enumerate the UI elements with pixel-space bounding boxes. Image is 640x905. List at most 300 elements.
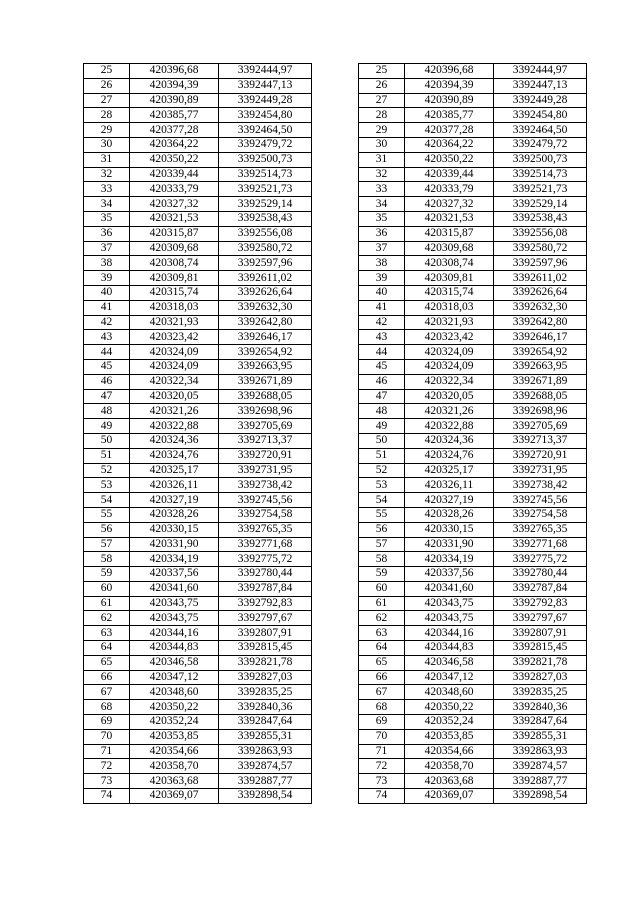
table-row: [359, 433, 587, 448]
point-number-cell: 67: [84, 685, 130, 700]
point-number-cell: 52: [84, 463, 130, 478]
y-coordinate-cell: 3392521,73: [494, 182, 587, 197]
x-coordinate-cell: 420363,68: [405, 774, 494, 789]
x-coordinate-cell: 420328,26: [405, 507, 494, 522]
point-number-cell: 60: [84, 581, 130, 596]
x-coordinate-cell: 420385,77: [405, 108, 494, 123]
y-coordinate-cell: 3392464,50: [219, 123, 312, 138]
point-number-cell: 70: [84, 729, 130, 744]
y-coordinate-cell: 3392835,25: [494, 685, 587, 700]
point-number-cell: 38: [84, 256, 130, 271]
x-coordinate-cell: 420328,26: [130, 507, 219, 522]
point-number-cell: 41: [84, 300, 130, 315]
table-row: [84, 478, 312, 493]
table-row: [84, 759, 312, 774]
table-row: [84, 345, 312, 360]
y-coordinate-cell: 3392738,42: [219, 478, 312, 493]
table-row: [84, 123, 312, 138]
table-row: [359, 478, 587, 493]
table-row: [84, 167, 312, 182]
table-row: [359, 581, 587, 596]
table-row: [84, 552, 312, 567]
x-coordinate-cell: 420333,79: [405, 182, 494, 197]
x-coordinate-cell: 420350,22: [405, 700, 494, 715]
x-coordinate-cell: 420320,05: [130, 389, 219, 404]
y-coordinate-cell: 3392887,77: [219, 774, 312, 789]
y-coordinate-cell: 3392775,72: [219, 552, 312, 567]
point-number-cell: 39: [359, 271, 405, 286]
table-row: [84, 64, 312, 79]
y-coordinate-cell: 3392521,73: [219, 182, 312, 197]
table-row: [84, 522, 312, 537]
y-coordinate-cell: 3392775,72: [494, 552, 587, 567]
y-coordinate-cell: 3392792,83: [219, 596, 312, 611]
x-coordinate-cell: 420337,56: [130, 567, 219, 582]
x-coordinate-cell: 420327,32: [405, 197, 494, 212]
table-row: [359, 611, 587, 626]
y-coordinate-cell: 3392720,91: [219, 448, 312, 463]
table-row: [359, 404, 587, 419]
y-coordinate-cell: 3392807,91: [494, 626, 587, 641]
table-row: [359, 108, 587, 123]
table-row: [359, 197, 587, 212]
y-coordinate-cell: 3392827,03: [219, 670, 312, 685]
x-coordinate-cell: 420315,74: [130, 285, 219, 300]
point-number-cell: 48: [359, 404, 405, 419]
table-row: [84, 581, 312, 596]
point-number-cell: 26: [359, 78, 405, 93]
y-coordinate-cell: 3392632,30: [219, 300, 312, 315]
coordinates-table-right-body: [359, 64, 587, 804]
table-row: [359, 226, 587, 241]
x-coordinate-cell: 420350,22: [405, 152, 494, 167]
x-coordinate-cell: 420348,60: [405, 685, 494, 700]
y-coordinate-cell: 3392688,05: [219, 389, 312, 404]
y-coordinate-cell: 3392792,83: [494, 596, 587, 611]
x-coordinate-cell: 420343,75: [130, 596, 219, 611]
table-row: [359, 448, 587, 463]
x-coordinate-cell: 420358,70: [405, 759, 494, 774]
x-coordinate-cell: 420344,83: [130, 641, 219, 656]
table-row: [84, 433, 312, 448]
table-row: [359, 685, 587, 700]
table-row: [359, 626, 587, 641]
point-number-cell: 55: [84, 507, 130, 522]
x-coordinate-cell: 420321,93: [405, 315, 494, 330]
point-number-cell: 54: [359, 493, 405, 508]
y-coordinate-cell: 3392815,45: [219, 641, 312, 656]
point-number-cell: 46: [359, 374, 405, 389]
y-coordinate-cell: 3392807,91: [219, 626, 312, 641]
x-coordinate-cell: 420334,19: [405, 552, 494, 567]
y-coordinate-cell: 3392771,68: [494, 537, 587, 552]
table-row: [359, 182, 587, 197]
table-row: [84, 93, 312, 108]
y-coordinate-cell: 3392847,64: [494, 715, 587, 730]
x-coordinate-cell: 420324,09: [405, 359, 494, 374]
table-row: [359, 167, 587, 182]
y-coordinate-cell: 3392646,17: [219, 330, 312, 345]
table-row: [84, 729, 312, 744]
point-number-cell: 51: [359, 448, 405, 463]
x-coordinate-cell: 420322,88: [405, 419, 494, 434]
point-number-cell: 50: [84, 433, 130, 448]
x-coordinate-cell: 420324,76: [130, 448, 219, 463]
x-coordinate-cell: 420358,70: [130, 759, 219, 774]
point-number-cell: 46: [84, 374, 130, 389]
y-coordinate-cell: 3392464,50: [494, 123, 587, 138]
x-coordinate-cell: 420369,07: [405, 789, 494, 804]
x-coordinate-cell: 420325,17: [405, 463, 494, 478]
y-coordinate-cell: 3392642,80: [494, 315, 587, 330]
point-number-cell: 37: [84, 241, 130, 256]
x-coordinate-cell: 420324,36: [405, 433, 494, 448]
table-row: [359, 359, 587, 374]
table-row: [84, 256, 312, 271]
y-coordinate-cell: 3392780,44: [494, 567, 587, 582]
x-coordinate-cell: 420385,77: [130, 108, 219, 123]
y-coordinate-cell: 3392705,69: [494, 419, 587, 434]
y-coordinate-cell: 3392765,35: [219, 522, 312, 537]
point-number-cell: 36: [84, 226, 130, 241]
y-coordinate-cell: 3392754,58: [494, 507, 587, 522]
point-number-cell: 35: [84, 211, 130, 226]
y-coordinate-cell: 3392654,92: [494, 345, 587, 360]
table-row: [359, 374, 587, 389]
x-coordinate-cell: 420324,09: [405, 345, 494, 360]
table-row: [84, 241, 312, 256]
y-coordinate-cell: 3392898,54: [494, 789, 587, 804]
x-coordinate-cell: 420346,58: [405, 655, 494, 670]
y-coordinate-cell: 3392646,17: [494, 330, 587, 345]
x-coordinate-cell: 420350,22: [130, 700, 219, 715]
table-row: [359, 670, 587, 685]
point-number-cell: 42: [84, 315, 130, 330]
point-number-cell: 30: [84, 137, 130, 152]
point-number-cell: 34: [84, 197, 130, 212]
table-row: [359, 759, 587, 774]
table-row: [359, 211, 587, 226]
y-coordinate-cell: 3392863,93: [219, 744, 312, 759]
x-coordinate-cell: 420326,11: [130, 478, 219, 493]
y-coordinate-cell: 3392720,91: [494, 448, 587, 463]
y-coordinate-cell: 3392580,72: [494, 241, 587, 256]
y-coordinate-cell: 3392444,97: [494, 64, 587, 79]
table-row: [359, 389, 587, 404]
y-coordinate-cell: 3392500,73: [219, 152, 312, 167]
y-coordinate-cell: 3392611,02: [219, 271, 312, 286]
x-coordinate-cell: 420347,12: [405, 670, 494, 685]
point-number-cell: 47: [84, 389, 130, 404]
x-coordinate-cell: 420324,76: [405, 448, 494, 463]
point-number-cell: 67: [359, 685, 405, 700]
table-row: [359, 345, 587, 360]
coordinates-table-right: [358, 63, 587, 804]
y-coordinate-cell: 3392771,68: [219, 537, 312, 552]
point-number-cell: 38: [359, 256, 405, 271]
point-number-cell: 31: [84, 152, 130, 167]
x-coordinate-cell: 420315,87: [405, 226, 494, 241]
point-number-cell: 25: [359, 64, 405, 79]
point-number-cell: 44: [359, 345, 405, 360]
x-coordinate-cell: 420394,39: [130, 78, 219, 93]
x-coordinate-cell: 420322,34: [130, 374, 219, 389]
table-row: [84, 789, 312, 804]
x-coordinate-cell: 420327,32: [130, 197, 219, 212]
x-coordinate-cell: 420326,11: [405, 478, 494, 493]
x-coordinate-cell: 420315,87: [130, 226, 219, 241]
x-coordinate-cell: 420330,15: [130, 522, 219, 537]
table-row: [84, 744, 312, 759]
y-coordinate-cell: 3392538,43: [494, 211, 587, 226]
point-number-cell: 64: [84, 641, 130, 656]
table-row: [84, 611, 312, 626]
point-number-cell: 53: [359, 478, 405, 493]
point-number-cell: 45: [359, 359, 405, 374]
point-number-cell: 70: [359, 729, 405, 744]
point-number-cell: 60: [359, 581, 405, 596]
y-coordinate-cell: 3392874,57: [219, 759, 312, 774]
x-coordinate-cell: 420353,85: [405, 729, 494, 744]
y-coordinate-cell: 3392887,77: [494, 774, 587, 789]
x-coordinate-cell: 420331,90: [130, 537, 219, 552]
table-row: [84, 404, 312, 419]
point-number-cell: 74: [84, 789, 130, 804]
table-row: [359, 123, 587, 138]
y-coordinate-cell: 3392855,31: [219, 729, 312, 744]
y-coordinate-cell: 3392713,37: [219, 433, 312, 448]
x-coordinate-cell: 420339,44: [130, 167, 219, 182]
x-coordinate-cell: 420337,56: [405, 567, 494, 582]
y-coordinate-cell: 3392654,92: [219, 345, 312, 360]
x-coordinate-cell: 420308,74: [405, 256, 494, 271]
point-number-cell: 29: [359, 123, 405, 138]
table-row: [359, 715, 587, 730]
x-coordinate-cell: 420309,68: [130, 241, 219, 256]
table-row: [84, 537, 312, 552]
point-number-cell: 72: [359, 759, 405, 774]
x-coordinate-cell: 420333,79: [130, 182, 219, 197]
point-number-cell: 27: [84, 93, 130, 108]
x-coordinate-cell: 420324,36: [130, 433, 219, 448]
y-coordinate-cell: 3392626,64: [219, 285, 312, 300]
table-row: [359, 285, 587, 300]
y-coordinate-cell: 3392874,57: [494, 759, 587, 774]
x-coordinate-cell: 420350,22: [130, 152, 219, 167]
point-number-cell: 57: [84, 537, 130, 552]
table-row: [359, 641, 587, 656]
point-number-cell: 74: [359, 789, 405, 804]
y-coordinate-cell: 3392688,05: [494, 389, 587, 404]
x-coordinate-cell: 420330,15: [405, 522, 494, 537]
table-row: [359, 522, 587, 537]
x-coordinate-cell: 420344,83: [405, 641, 494, 656]
table-row: [84, 670, 312, 685]
point-number-cell: 69: [359, 715, 405, 730]
x-coordinate-cell: 420324,09: [130, 359, 219, 374]
y-coordinate-cell: 3392444,97: [219, 64, 312, 79]
y-coordinate-cell: 3392597,96: [494, 256, 587, 271]
y-coordinate-cell: 3392745,56: [219, 493, 312, 508]
y-coordinate-cell: 3392671,89: [494, 374, 587, 389]
point-number-cell: 58: [359, 552, 405, 567]
x-coordinate-cell: 420377,28: [130, 123, 219, 138]
table-row: [359, 463, 587, 478]
point-number-cell: 53: [84, 478, 130, 493]
table-row: [359, 507, 587, 522]
x-coordinate-cell: 420347,12: [130, 670, 219, 685]
x-coordinate-cell: 420341,60: [130, 581, 219, 596]
table-row: [359, 330, 587, 345]
point-number-cell: 40: [84, 285, 130, 300]
table-row: [359, 78, 587, 93]
point-number-cell: 33: [84, 182, 130, 197]
point-number-cell: 35: [359, 211, 405, 226]
point-number-cell: 32: [84, 167, 130, 182]
x-coordinate-cell: 420327,19: [130, 493, 219, 508]
table-row: [84, 315, 312, 330]
x-coordinate-cell: 420321,26: [130, 404, 219, 419]
point-number-cell: 52: [359, 463, 405, 478]
point-number-cell: 59: [84, 567, 130, 582]
table-row: [84, 78, 312, 93]
point-number-cell: 26: [84, 78, 130, 93]
point-number-cell: 48: [84, 404, 130, 419]
table-row: [84, 448, 312, 463]
table-row: [84, 774, 312, 789]
point-number-cell: 71: [84, 744, 130, 759]
x-coordinate-cell: 420377,28: [405, 123, 494, 138]
table-row: [359, 774, 587, 789]
x-coordinate-cell: 420396,68: [405, 64, 494, 79]
point-number-cell: 73: [84, 774, 130, 789]
y-coordinate-cell: 3392529,14: [494, 197, 587, 212]
y-coordinate-cell: 3392671,89: [219, 374, 312, 389]
y-coordinate-cell: 3392815,45: [494, 641, 587, 656]
point-number-cell: 62: [84, 611, 130, 626]
table-row: [84, 641, 312, 656]
point-number-cell: 50: [359, 433, 405, 448]
table-row: [84, 463, 312, 478]
x-coordinate-cell: 420325,17: [130, 463, 219, 478]
x-coordinate-cell: 420364,22: [405, 137, 494, 152]
table-row: [84, 507, 312, 522]
table-row: [359, 271, 587, 286]
y-coordinate-cell: 3392840,36: [219, 700, 312, 715]
y-coordinate-cell: 3392663,95: [494, 359, 587, 374]
point-number-cell: 49: [359, 419, 405, 434]
table-row: [84, 271, 312, 286]
table-row: [359, 152, 587, 167]
x-coordinate-cell: 420352,24: [130, 715, 219, 730]
point-number-cell: 65: [359, 655, 405, 670]
x-coordinate-cell: 420348,60: [130, 685, 219, 700]
y-coordinate-cell: 3392514,73: [219, 167, 312, 182]
point-number-cell: 61: [84, 596, 130, 611]
x-coordinate-cell: 420309,81: [405, 271, 494, 286]
y-coordinate-cell: 3392642,80: [219, 315, 312, 330]
x-coordinate-cell: 420343,75: [405, 596, 494, 611]
point-number-cell: 42: [359, 315, 405, 330]
point-number-cell: 61: [359, 596, 405, 611]
point-number-cell: 55: [359, 507, 405, 522]
table-row: [84, 374, 312, 389]
y-coordinate-cell: 3392479,72: [494, 137, 587, 152]
table-row: [359, 596, 587, 611]
y-coordinate-cell: 3392797,67: [494, 611, 587, 626]
y-coordinate-cell: 3392898,54: [219, 789, 312, 804]
y-coordinate-cell: 3392632,30: [494, 300, 587, 315]
y-coordinate-cell: 3392713,37: [494, 433, 587, 448]
y-coordinate-cell: 3392663,95: [219, 359, 312, 374]
x-coordinate-cell: 420324,09: [130, 345, 219, 360]
y-coordinate-cell: 3392449,28: [494, 93, 587, 108]
table-row: [84, 567, 312, 582]
point-number-cell: 68: [84, 700, 130, 715]
y-coordinate-cell: 3392454,80: [494, 108, 587, 123]
table-row: [359, 241, 587, 256]
point-number-cell: 54: [84, 493, 130, 508]
table-row: [359, 493, 587, 508]
x-coordinate-cell: 420318,03: [130, 300, 219, 315]
y-coordinate-cell: 3392797,67: [219, 611, 312, 626]
point-number-cell: 37: [359, 241, 405, 256]
table-row: [84, 182, 312, 197]
table-row: [84, 389, 312, 404]
table-row: [359, 700, 587, 715]
y-coordinate-cell: 3392738,42: [494, 478, 587, 493]
table-row: [359, 655, 587, 670]
table-row: [84, 626, 312, 641]
x-coordinate-cell: 420390,89: [130, 93, 219, 108]
y-coordinate-cell: 3392556,08: [494, 226, 587, 241]
table-row: [84, 330, 312, 345]
table-row: [359, 315, 587, 330]
x-coordinate-cell: 420344,16: [405, 626, 494, 641]
x-coordinate-cell: 420315,74: [405, 285, 494, 300]
point-number-cell: 56: [359, 522, 405, 537]
x-coordinate-cell: 420327,19: [405, 493, 494, 508]
point-number-cell: 68: [359, 700, 405, 715]
table-row: [84, 285, 312, 300]
table-row: [359, 256, 587, 271]
y-coordinate-cell: 3392787,84: [219, 581, 312, 596]
point-number-cell: 27: [359, 93, 405, 108]
point-number-cell: 43: [359, 330, 405, 345]
x-coordinate-cell: 420353,85: [130, 729, 219, 744]
point-number-cell: 66: [84, 670, 130, 685]
x-coordinate-cell: 420321,26: [405, 404, 494, 419]
x-coordinate-cell: 420321,53: [130, 211, 219, 226]
y-coordinate-cell: 3392447,13: [219, 78, 312, 93]
table-row: [84, 211, 312, 226]
table-row: [359, 537, 587, 552]
y-coordinate-cell: 3392447,13: [494, 78, 587, 93]
point-number-cell: 69: [84, 715, 130, 730]
y-coordinate-cell: 3392454,80: [219, 108, 312, 123]
table-row: [84, 493, 312, 508]
y-coordinate-cell: 3392731,95: [494, 463, 587, 478]
table-row: [359, 744, 587, 759]
point-number-cell: 73: [359, 774, 405, 789]
y-coordinate-cell: 3392847,64: [219, 715, 312, 730]
table-row: [84, 685, 312, 700]
table-row: [359, 300, 587, 315]
y-coordinate-cell: 3392538,43: [219, 211, 312, 226]
point-number-cell: 32: [359, 167, 405, 182]
y-coordinate-cell: 3392787,84: [494, 581, 587, 596]
y-coordinate-cell: 3392855,31: [494, 729, 587, 744]
